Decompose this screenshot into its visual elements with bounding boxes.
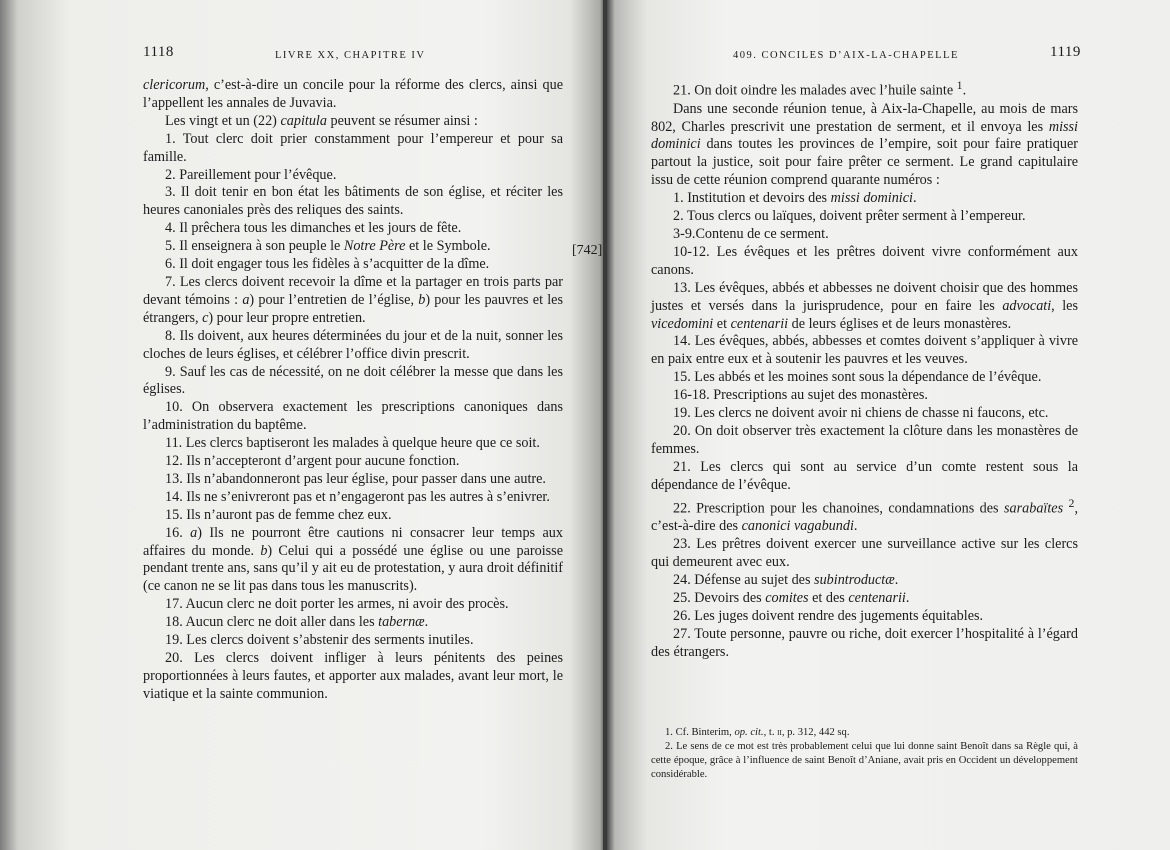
- left-paragraph-21: 19. Les clercs doivent s’abstenir des serments inutiles.: [165, 632, 474, 649]
- right-paragraph-6: 10-12. Les évêques et les prêtres doivent vivre conformément aux canons.: [651, 243, 1078, 278]
- left-paragraph-17: 15. Ils n’auront pas de femme chez eux.: [165, 506, 392, 523]
- margin-ref-742: [742]: [572, 243, 603, 258]
- left-paragraph-3: 1. Tout clerc doit prier constamment pour l’empereur et pour sa famille.: [143, 130, 563, 165]
- left-paragraph-15: 13. Ils n’abandonneront pas leur église, pour passer dans une autre.: [165, 470, 546, 487]
- right-paragraph-9: 15. Les abbés et les moines sont sous la dépendance de l’évêque.: [673, 369, 1042, 386]
- right-paragraph-19: 27. Toute personne, pauvre ou riche, doit exercer l’hospitalité à l’égard des étrangers.: [651, 625, 1078, 660]
- left-paragraph-6: 4. Il prêchera tous les dimanches et les jours de fête.: [165, 220, 462, 237]
- right-paragraph-10: 16-18. Prescriptions au sujet des monastères.: [673, 387, 928, 404]
- left-paragraph-19: 17. Aucun clerc ne doit porter les armes, ni avoir des procès.: [165, 596, 509, 613]
- left-paragraph-13: 11. Les clercs baptiseront les malades à quelque heure que ce soit.: [165, 435, 540, 452]
- left-paragraph-7: 5. Il enseignera à son peuple le Notre Père et le Symbole.: [165, 238, 491, 255]
- right-paragraph-13: 21. Les clercs qui sont au service d’un comte restent sous la dépendance de l’évêque.: [651, 458, 1078, 493]
- left-paragraph-14: 12. Ils n’accepteront d’argent pour aucune fonction.: [165, 453, 460, 470]
- right-paragraph-11: 19. Les clercs ne doivent avoir ni chiens de chasse ni faucons, etc.: [673, 405, 1049, 422]
- left-paragraph-11: 9. Sauf les cas de nécessité, on ne doit célébrer la messe que dans les églises.: [143, 363, 563, 398]
- right-paragraph-4: 2. Tous clercs ou laïques, doivent prêter serment à l’empereur.: [673, 208, 1026, 225]
- left-paragraph-8: 6. Il doit engager tous les fidèles à s’acquitter de la dîme.: [165, 256, 490, 273]
- left-running-head: LIVRE XX, CHAPITRE IV: [275, 50, 426, 61]
- left-paragraph-2: Les vingt et un (22) capitula peuvent se résumer ainsi :: [165, 112, 478, 129]
- left-paragraph-12: 10. On observera exactement les prescriptions canoniques dans l’administration du baptême.: [143, 399, 563, 434]
- right-paragraph-15: 23. Les prêtres doivent exercer une surveillance active sur les clercs qui demeurent avec eux.: [651, 536, 1078, 571]
- left-paragraph-18: 16. a) Ils ne pourront être cautions ni consacrer leur temps aux affaires du monde. b) Celui qui a possédé une église ou une paroisse pendant trente ans, sans qu’il y ait eu de protestation, y aura droit définitif (ce canon ne se lit pas dans tous les manuscrits).: [143, 524, 564, 595]
- footnote-1: 1. Cf. Binterim, op. cit., t. ii, p. 312, 442 sq.: [665, 727, 850, 738]
- right-paragraph-1: 21. On doit oindre les malades avec l’huile sainte $^1$.: [673, 78, 967, 99]
- right-paragraph-3: 1. Institution et devoirs des missi dominici.: [673, 190, 917, 207]
- left-paragraph-4: 2. Pareillement pour l’évêque.: [165, 166, 337, 183]
- right-page: [607, 0, 1170, 850]
- left-paragraph-1: clericorum, c’est-à-dire un concile pour la réforme des clercs, ainsi que l’appellent les annales de Juvavia.: [143, 77, 563, 111]
- left-paragraph-9: 7. Les clercs doivent recevoir la dîme et la partager en trois parts par devant témoins : a) pour l’entretien de l’église, b) pour les pauvres et les étrangers, c) pour leur propre entretien.: [143, 273, 563, 326]
- right-page-body: [651, 77, 1078, 661]
- right-paragraph-17: 25. Devoirs des comites et des centenarii.: [673, 589, 910, 606]
- right-paragraph-12: 20. On doit observer très exactement la clôture dans les monastères de femmes.: [651, 422, 1078, 457]
- right-paragraph-5: 3-9.Contenu de ce serment.: [673, 225, 829, 242]
- right-paragraph-8: 14. Les évêques, abbés, abbesses et comtes doivent s’appliquer à vivre en paix entre eux et à soutenir les pauvres et les veuves.: [651, 333, 1078, 368]
- right-paragraph-16: 24. Défense au sujet des subintroductæ.: [673, 571, 899, 588]
- left-paragraph-22: 20. Les clercs doivent infliger à leurs pénitents des peines proportionnées à leurs fautes, et apporter aux malades, avant leur mort, le viatique et la sainte communion.: [143, 650, 563, 702]
- footnotes: [651, 726, 1078, 782]
- left-paragraph-20: 18. Aucun clerc ne doit aller dans les tabernæ.: [165, 614, 429, 631]
- left-paragraph-16: 14. Ils ne s’enivreront pas et n’engageront pas les autres à s’enivrer.: [165, 488, 550, 505]
- left-paragraph-5: 3. Il doit tenir en bon état les bâtiments de son église, et réciter les heures canoniales près des reliques des saints.: [143, 184, 563, 219]
- left-page-body: [143, 77, 563, 704]
- left-page-number: 1118: [143, 44, 174, 60]
- left-paragraph-10: 8. Ils doivent, aux heures déterminées du jour et de la nuit, sonner les cloches de leurs églises, et célébrer l’office divin prescrit.: [143, 327, 563, 362]
- right-page-number: 1119: [1050, 44, 1081, 60]
- right-running-head: 409. CONCILES D’AIX-LA-CHAPELLE: [733, 50, 959, 61]
- right-paragraph-18: 26. Les juges doivent rendre des jugements équitables.: [673, 607, 984, 624]
- right-paragraph-2: Dans une seconde réunion tenue, à Aix-la-Chapelle, au mois de mars 802, Charles prescrivit une prestation de serment, et il envoya les missi dominici dans toutes les provinces de l’empire, soit pour faire pratiquer partout la justice, soit pour faire prêter ce serment. Le grand capitulaire issu de cette réunion comprend quarante numéros :: [651, 100, 1078, 189]
- right-paragraph-14: 22. Prescription pour les chanoines, condamnations des sarabaïtes $^2$, c’est-à-dire des canonici vagabundi.: [651, 495, 1078, 535]
- right-paragraph-7: 13. Les évêques, abbés et abbesses ne doivent choisir que des hommes justes et versés dans la jurisprudence, pour en faire les advocati, les vicedomini et centenarii de leurs églises et de leurs monastères.: [651, 279, 1078, 332]
- footnote-2: 2. Le sens de ce mot est très probablement celui que lui donne saint Benoît dans sa Règle qui, à cette époque, grâce à l’influence de saint Benoît d’Aniane, avait pris en Occident un développement considérable.: [651, 741, 1078, 780]
